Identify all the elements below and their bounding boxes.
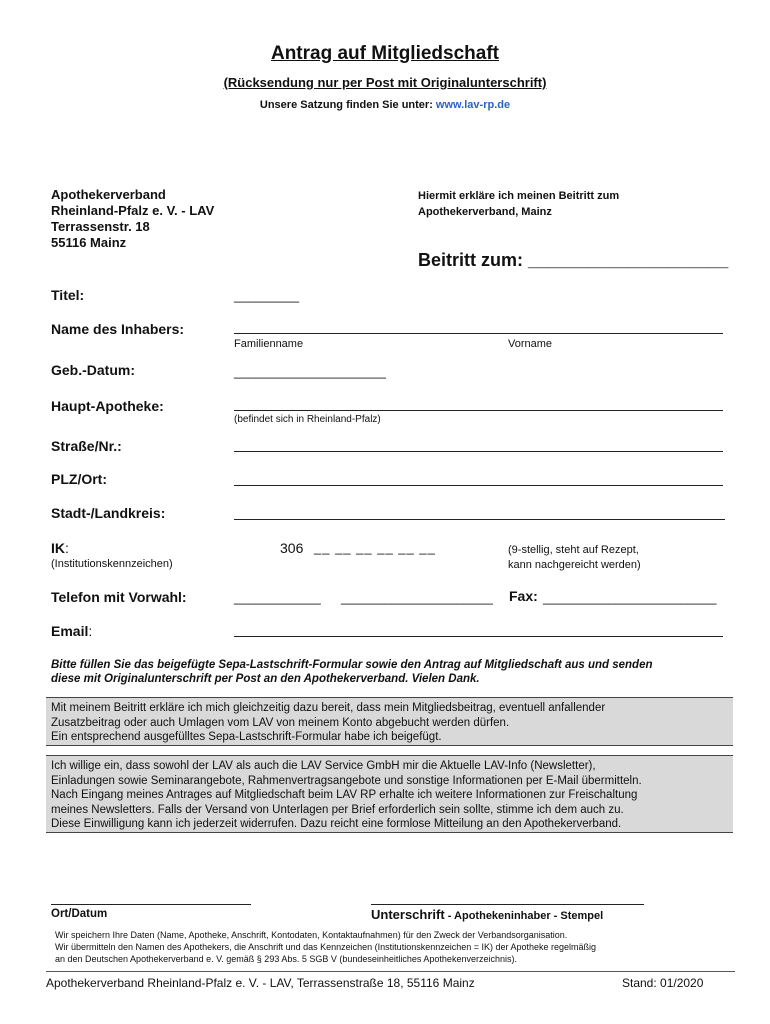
beitritt-label: Beitritt zum: <box>418 250 523 270</box>
email-label <box>51 623 92 639</box>
privacy-line: Wir übermitteln den Namen des Apothekers, die Anschrift und das Kennzeichen (Institutionskennzeichen = IK) der Apotheke regelmäßig <box>55 942 597 952</box>
ik-hint-line: (9-stellig, steht auf Rezept, <box>508 544 639 556</box>
ik-label-text: IK <box>51 540 65 556</box>
vorname-hint: Vorname <box>508 338 553 350</box>
email-field[interactable] <box>234 636 723 637</box>
footer-divider <box>46 971 735 972</box>
strasse-field[interactable] <box>234 451 723 452</box>
instruction-note <box>51 658 653 686</box>
ik-digit-blanks[interactable]: __ __ __ __ __ __ <box>314 540 436 555</box>
declaration-line: Apothekerverband, Mainz <box>418 206 552 218</box>
titel-field[interactable]: _________ <box>234 288 300 303</box>
sepa-consent-box <box>46 697 733 746</box>
membership-declaration <box>418 188 619 220</box>
satzung-prefix: Unsere Satzung finden Sie unter: <box>259 99 436 111</box>
signature-label-suffix: - Apothekeninhaber - Stempel <box>444 910 604 922</box>
geb-datum-label: Geb.-Datum: <box>51 362 135 378</box>
page-title: Antrag auf Mitgliedschaft <box>270 43 499 64</box>
recipient-address <box>51 187 214 251</box>
box-line: Einladungen sowie Seminarangebote, Rahmenvertragsangebote und sonstige Informationen per E-Mail übermitteln. <box>51 774 642 787</box>
signature-label-main: Unterschrift <box>371 907 445 922</box>
landkreis-label: Stadt-/Landkreis: <box>51 505 166 521</box>
ort-datum-field[interactable] <box>51 904 251 905</box>
box-line: Nach Eingang meines Antrages auf Mitgliedschaft beim LAV RP erhalte ich weitere Informationen zur Freischaltung <box>51 789 638 801</box>
telefon-label: Telefon mit Vorwahl: <box>51 589 187 605</box>
note-line: Bitte füllen Sie das beigefügte Sepa-Lastschrift-Formular sowie den Antrag auf Mitgliedschaft aus und senden <box>51 659 653 671</box>
haupt-apotheke-field[interactable] <box>234 410 723 411</box>
email-label-text: Email <box>51 623 89 639</box>
name-field[interactable] <box>234 333 723 334</box>
satzung-note <box>0 99 770 111</box>
plz-ort-label: PLZ/Ort: <box>51 471 107 487</box>
haupt-apotheke-label: Haupt-Apotheke: <box>51 398 164 414</box>
fax-label: Fax: <box>509 588 538 604</box>
plz-ort-field[interactable] <box>234 485 723 486</box>
fax-field[interactable]: ________________________ <box>543 590 717 605</box>
name-label: Name des Inhabers: <box>51 321 185 337</box>
box-line: Zusatzbeitrag oder auch Umlagen vom LAV von meinem Konto abgebucht werden dürfen. <box>51 716 510 729</box>
strasse-label: Straße/Nr.: <box>51 438 122 454</box>
address-line: Rheinland-Pfalz e. V. - LAV <box>51 203 215 218</box>
box-line: Diese Einwilligung kann ich jederzeit widerrufen. Dazu reicht eine formlose Mitteilung an den Apothekerverband. <box>51 818 622 830</box>
telefon-nummer-field[interactable]: _____________________ <box>341 590 493 605</box>
ik-subtitle: (Institutionskennzeichen) <box>51 558 173 570</box>
address-line: Terrassenstr. 18 <box>51 219 150 234</box>
ik-prefix: 306 <box>280 540 304 556</box>
ik-colon: : <box>65 540 69 556</box>
haupt-apotheke-hint: (befindet sich in Rheinland-Pfalz) <box>234 414 381 425</box>
beitritt-blank[interactable]: ____________________ <box>528 250 729 270</box>
address-line: Apothekerverband <box>51 187 166 202</box>
ik-hint <box>508 543 641 573</box>
address-line: 55116 Mainz <box>51 235 127 250</box>
titel-label: Titel: <box>51 287 85 303</box>
footer-stand: Stand: 01/2020 <box>622 976 704 990</box>
footer-address: Apothekerverband Rheinland-Pfalz e. V. - LAV, Terrassenstraße 18, 55116 Mainz <box>46 976 475 990</box>
familienname-hint: Familienname <box>234 338 304 350</box>
signature-field[interactable] <box>371 904 644 905</box>
privacy-notice <box>55 929 596 965</box>
privacy-line: Wir speichern Ihre Daten (Name, Apotheke, Anschrift, Kontodaten, Kontaktaufnahmen) für den Zweck der Verbandsorganisation. <box>55 930 568 940</box>
newsletter-consent-box <box>46 755 733 833</box>
box-line: Mit meinem Beitritt erkläre ich mich gleichzeitig dazu bereit, dass mein Mitgliedsbeitrag, eventuell anfallender <box>51 702 606 714</box>
declaration-line: Hiermit erkläre ich meinen Beitritt zum <box>418 190 620 202</box>
satzung-link[interactable]: www.lav-rp.de <box>435 99 511 111</box>
landkreis-field[interactable] <box>234 519 725 520</box>
geb-datum-field[interactable]: _____________________ <box>234 364 386 379</box>
note-line: diese mit Originalunterschrift per Post an den Apothekerverband. Vielen Dank. <box>51 673 480 685</box>
email-colon: : <box>88 623 93 639</box>
signature-label <box>371 906 603 924</box>
ik-label <box>51 540 69 556</box>
box-line: meines Newsletters. Falls der Versand von Unterlagen per Brief erforderlich sein sollte, stimme ich dem auch zu. <box>51 803 624 816</box>
box-line: Ein entsprechend ausgefülltes Sepa-Lastschrift-Formular habe ich beigefügt. <box>51 731 442 743</box>
beitritt-field <box>418 250 728 271</box>
page-subtitle: (Rücksendung nur per Post mit Originalunterschrift) <box>223 75 547 90</box>
privacy-line: an den Deutschen Apothekerverband e. V. gemäß § 293 Abs. 5 SGB V (bundeseinheitliches Apothekenverzeichnis). <box>55 954 517 964</box>
ort-datum-label: Ort/Datum <box>51 908 108 920</box>
ik-hint-line: kann nachgereicht werden) <box>508 559 641 571</box>
telefon-vorwahl-field[interactable]: ____________ <box>234 590 321 605</box>
box-line: Ich willige ein, dass sowohl der LAV als auch die LAV Service GmbH mir die Aktuelle LAV-Info (Newsletter), <box>51 760 596 772</box>
